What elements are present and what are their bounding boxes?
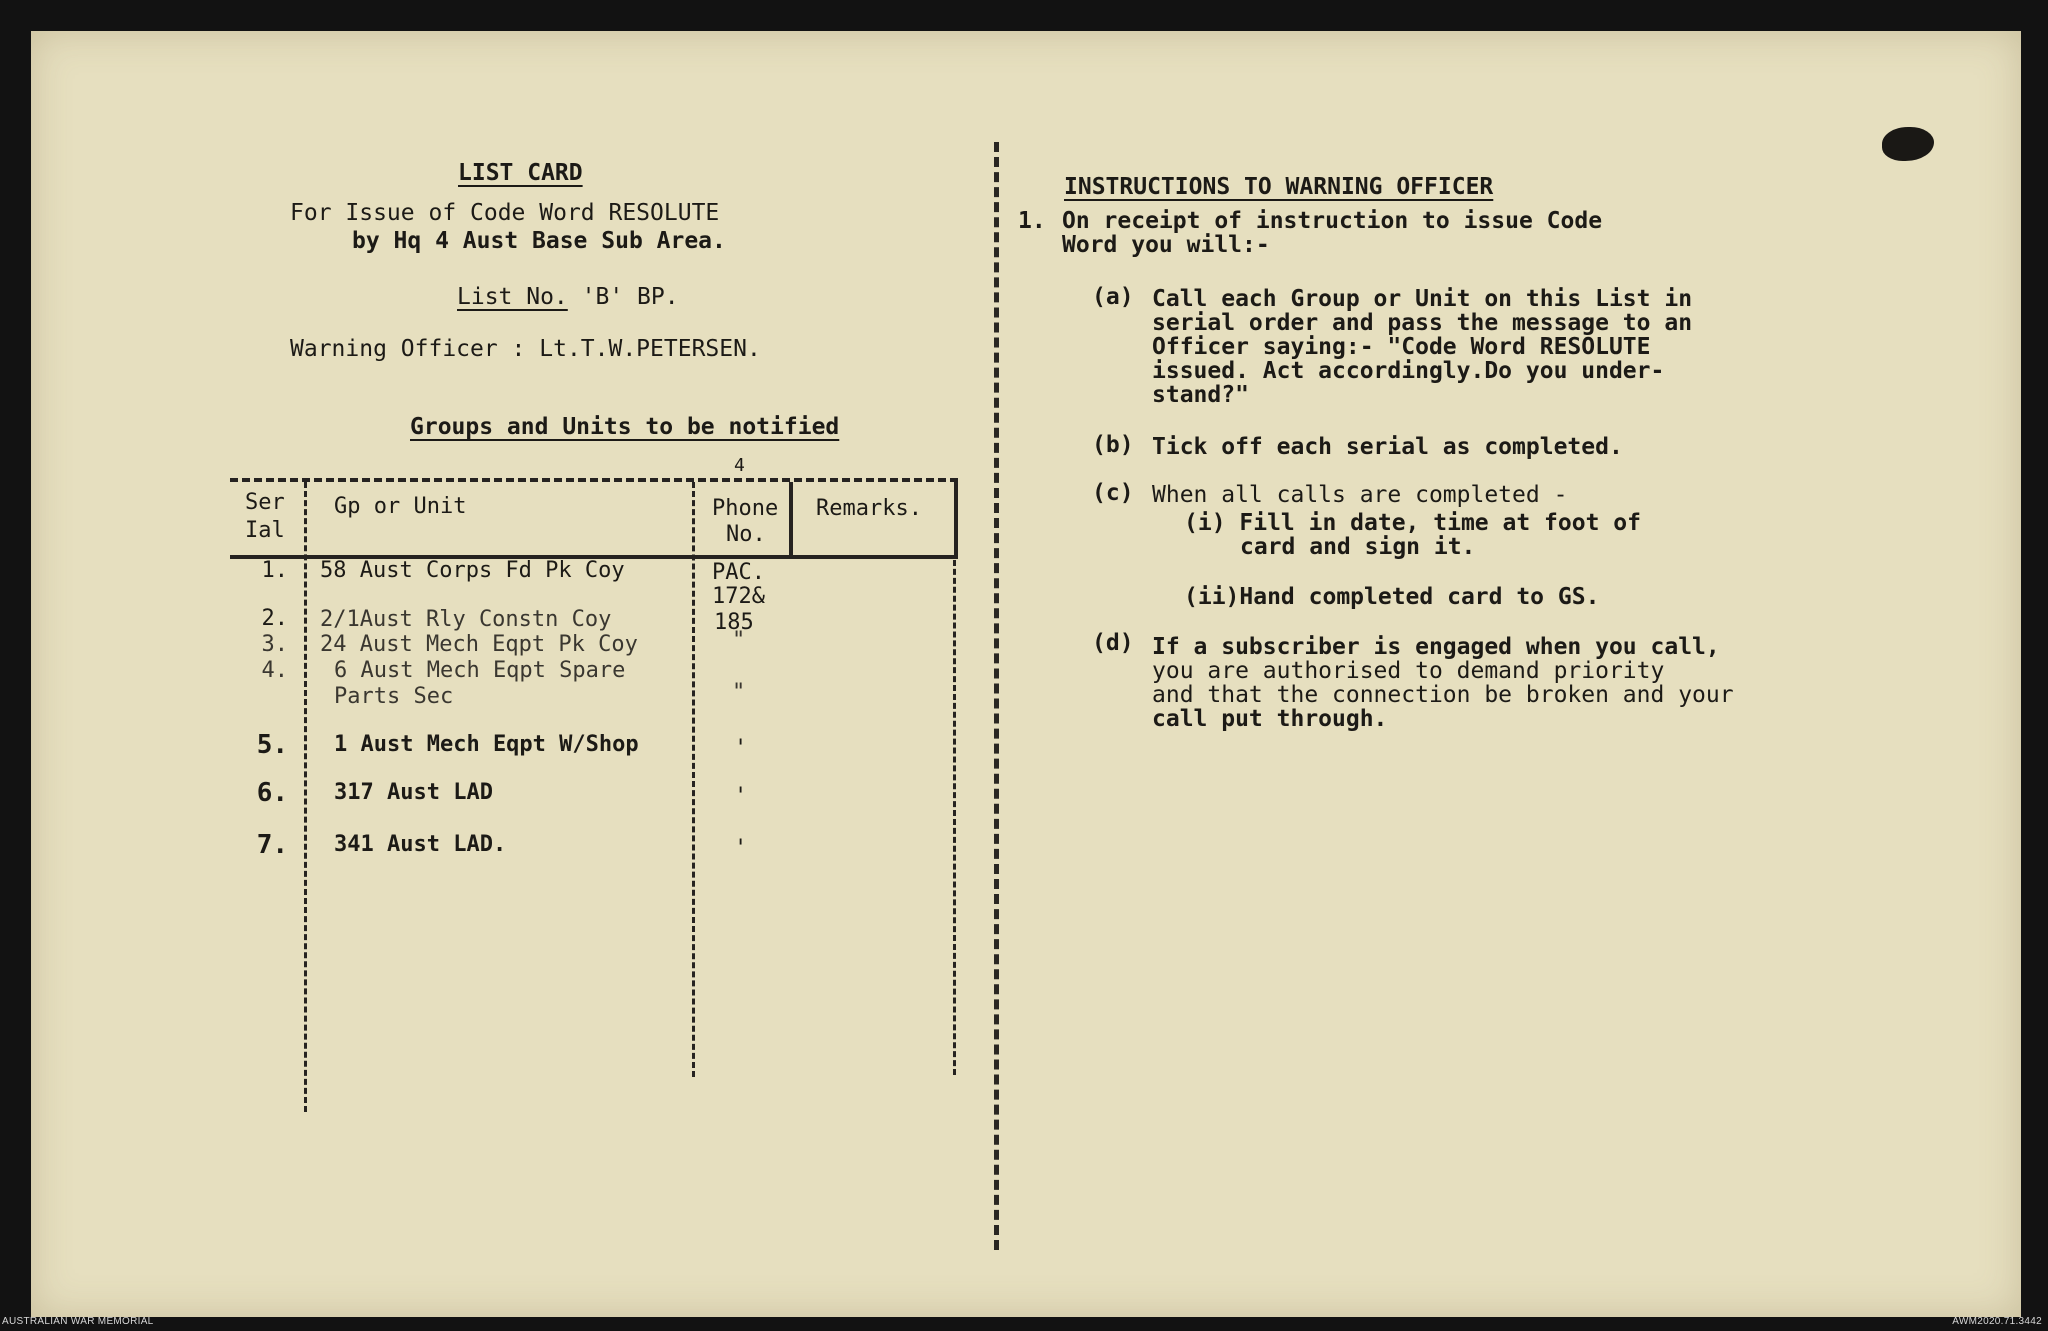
step-c-label: (c) — [1092, 480, 1134, 506]
row-6-phone: ' — [734, 784, 748, 809]
row-2-serial: 2. — [261, 606, 288, 631]
header-unit: Gp or Unit — [334, 494, 467, 519]
step-d-line2: you are authorised to demand priority — [1152, 658, 1665, 684]
table-right-border — [954, 482, 958, 557]
step-c-ii-line1: (ii)Hand completed card to GS. — [1184, 584, 1600, 610]
groups-heading: Groups and Units to be notified — [410, 414, 840, 440]
row-4-serial: 4. — [261, 658, 288, 683]
step-c-line1: When all calls are completed - — [1152, 482, 1568, 508]
table-top-border — [230, 478, 958, 482]
row-7-serial: 7. — [256, 830, 288, 860]
list-no-label: List No. — [457, 284, 568, 310]
table-right-border-lower — [953, 560, 956, 1075]
warning-officer: Warning Officer : Lt.T.W.PETERSEN. — [290, 336, 761, 362]
row-6-serial: 6. — [256, 778, 288, 808]
row-5-unit: 1 Aust Mech Eqpt W/Shop — [334, 732, 639, 757]
step-b-label: (b) — [1092, 432, 1134, 458]
row-1-unit: 58 Aust Corps Fd Pk Coy — [320, 558, 625, 583]
item-1-line1: On receipt of instruction to issue Code — [1062, 208, 1603, 234]
instructions-heading: INSTRUCTIONS TO WARNING OFFICER — [1064, 174, 1494, 200]
row-1-phone: PAC. — [712, 560, 765, 585]
header-remarks: Remarks. — [816, 496, 922, 521]
row-5-serial: 5. — [256, 730, 288, 760]
step-a-line2: serial order and pass the message to an — [1152, 310, 1693, 336]
step-a-line3: Officer saying:- "Code Word RESOLUTE — [1152, 334, 1651, 360]
step-c-i-line2: card and sign it. — [1240, 534, 1476, 560]
step-d-line1: If a subscriber is engaged when you call, — [1152, 634, 1720, 660]
row-4-phone: " — [732, 680, 746, 705]
list-no-value: 'B' BP. — [581, 284, 679, 310]
card-subtitle-line1: For Issue of Code Word RESOLUTE — [290, 200, 720, 226]
row-6-unit: 317 Aust LAD — [334, 780, 493, 805]
header-phone-line2: No. — [726, 522, 766, 547]
header-phone-line1: Phone — [712, 496, 779, 521]
step-d-line3: and that the connection be broken and your — [1152, 682, 1734, 708]
step-d-line4: call put through. — [1152, 706, 1388, 732]
row-2-unit: 2/1Aust Rly Constn Coy — [320, 607, 612, 632]
card-subtitle-line2: by Hq 4 Aust Base Sub Area. — [352, 228, 726, 254]
row-4-unit: 6 Aust Mech Eqpt Spare — [334, 658, 626, 683]
step-b-line1: Tick off each serial as completed. — [1152, 434, 1623, 460]
row-7-phone: ' — [734, 836, 748, 861]
item-1-line2: Word you will:- — [1062, 232, 1270, 258]
column-mark: 4 — [734, 455, 745, 476]
table-divider-unit — [692, 482, 695, 1077]
step-c-i-line1: (i) Fill in date, time at foot of — [1184, 510, 1641, 536]
step-a-line1: Call each Group or Unit on this List in — [1152, 286, 1693, 312]
header-ser-line1: Ser — [245, 490, 285, 515]
accession-number: AWM2020.71.3442 — [1952, 1316, 2042, 1327]
row-3-serial: 3. — [261, 632, 288, 657]
row-2-phone: 185 — [714, 610, 754, 635]
item-1-number: 1. — [1018, 208, 1046, 234]
step-a-line5: stand?" — [1152, 382, 1249, 408]
archive-caption: AUSTRALIAN WAR MEMORIAL — [2, 1316, 154, 1327]
step-d-label: (d) — [1092, 630, 1134, 656]
step-a-label: (a) — [1092, 284, 1134, 310]
list-number — [457, 284, 679, 310]
table-divider-phone — [789, 482, 793, 557]
step-a-line4: issued. Act accordingly.Do you under- — [1152, 358, 1665, 384]
card-title: LIST CARD — [458, 160, 583, 186]
row-7-unit: 341 Aust LAD. — [334, 832, 507, 857]
row-5-phone: ' — [734, 736, 748, 761]
row-4-unit-cont: Parts Sec — [334, 684, 454, 709]
header-ser-line2: Ial — [245, 518, 285, 543]
row-3-unit: 24 Aust Mech Eqpt Pk Coy — [320, 632, 638, 657]
table-divider-ser — [304, 482, 307, 1112]
center-divider — [994, 142, 999, 1250]
row-1-phone-cont: 172& — [712, 584, 765, 609]
row-3-phone: " — [732, 628, 746, 653]
row-1-serial: 1. — [261, 558, 288, 583]
